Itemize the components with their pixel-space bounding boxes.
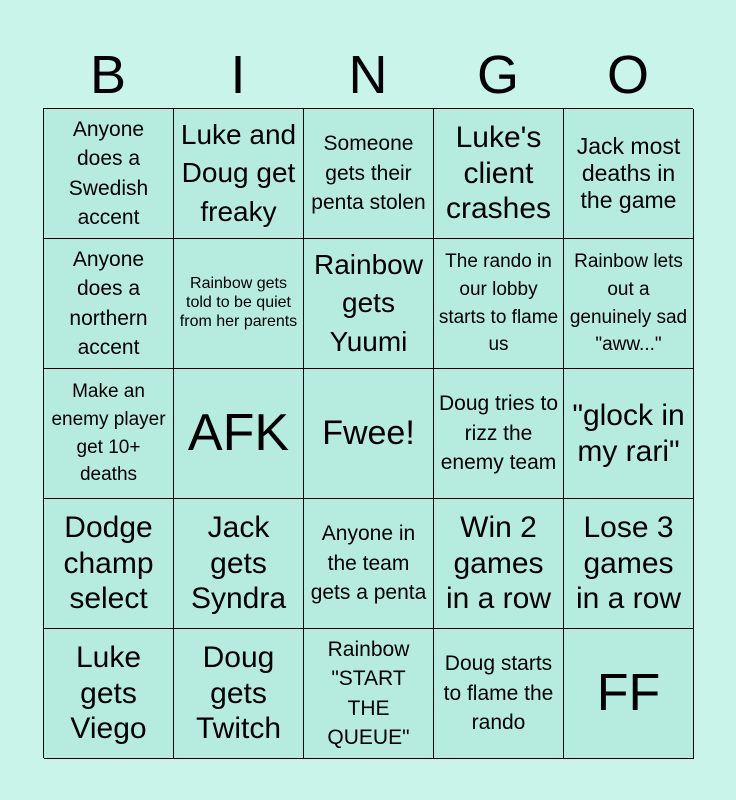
bingo-cell-r5c3[interactable]: Rainbow "START THE QUEUE": [304, 629, 434, 759]
bingo-cell-r3c3[interactable]: Fwee!: [304, 369, 434, 499]
bingo-cell-r2c4[interactable]: The rando in our lobby starts to flame us: [434, 239, 564, 369]
header-letter-o: O: [606, 45, 649, 105]
bingo-cell-r5c5[interactable]: FF: [564, 629, 694, 759]
bingo-cell-r1c4[interactable]: Luke's client crashes: [434, 109, 564, 239]
header-letter-b: B: [89, 45, 127, 105]
bingo-cell-r3c4[interactable]: Doug tries to rizz the enemy team: [434, 369, 564, 499]
bingo-cell-r1c5[interactable]: Jack most deaths in the game: [564, 109, 694, 239]
bingo-cell-r4c1[interactable]: Dodge champ select: [44, 499, 174, 629]
bingo-cell-r2c5[interactable]: Rainbow lets out a genuinely sad "aww...": [564, 239, 694, 369]
bingo-cell-r4c3[interactable]: Anyone in the team gets a penta: [304, 499, 434, 629]
bingo-cell-r2c2[interactable]: Rainbow gets told to be quiet from her parents: [174, 239, 304, 369]
bingo-header: [43, 42, 693, 108]
bingo-cell-r3c1[interactable]: Make an enemy player get 10+ deaths: [44, 369, 174, 499]
bingo-cell-r5c2[interactable]: Doug gets Twitch: [174, 629, 304, 759]
bingo-cell-r2c3[interactable]: Rainbow gets Yuumi: [304, 239, 434, 369]
bingo-cell-r1c1[interactable]: Anyone does a Swedish accent: [44, 109, 174, 239]
bingo-cell-r1c3[interactable]: Someone gets their penta stolen: [304, 109, 434, 239]
header-letter-g: G: [476, 45, 519, 105]
bingo-cell-r4c2[interactable]: Jack gets Syndra: [174, 499, 304, 629]
bingo-card-grid: [43, 108, 693, 758]
header-letter-i: I: [230, 45, 246, 105]
bingo-cell-r3c2[interactable]: AFK: [174, 369, 304, 499]
bingo-cell-r4c5[interactable]: Lose 3 games in a row: [564, 499, 694, 629]
bingo-cell-r1c2[interactable]: Luke and Doug get freaky: [174, 109, 304, 239]
bingo-cell-r5c4[interactable]: Doug starts to flame the rando: [434, 629, 564, 759]
bingo-cell-r2c1[interactable]: Anyone does a northern accent: [44, 239, 174, 369]
bingo-cell-r5c1[interactable]: Luke gets Viego: [44, 629, 174, 759]
bingo-cell-r3c5[interactable]: "glock in my rari": [564, 369, 694, 499]
bingo-cell-r4c4[interactable]: Win 2 games in a row: [434, 499, 564, 629]
header-letter-n: N: [348, 45, 388, 105]
